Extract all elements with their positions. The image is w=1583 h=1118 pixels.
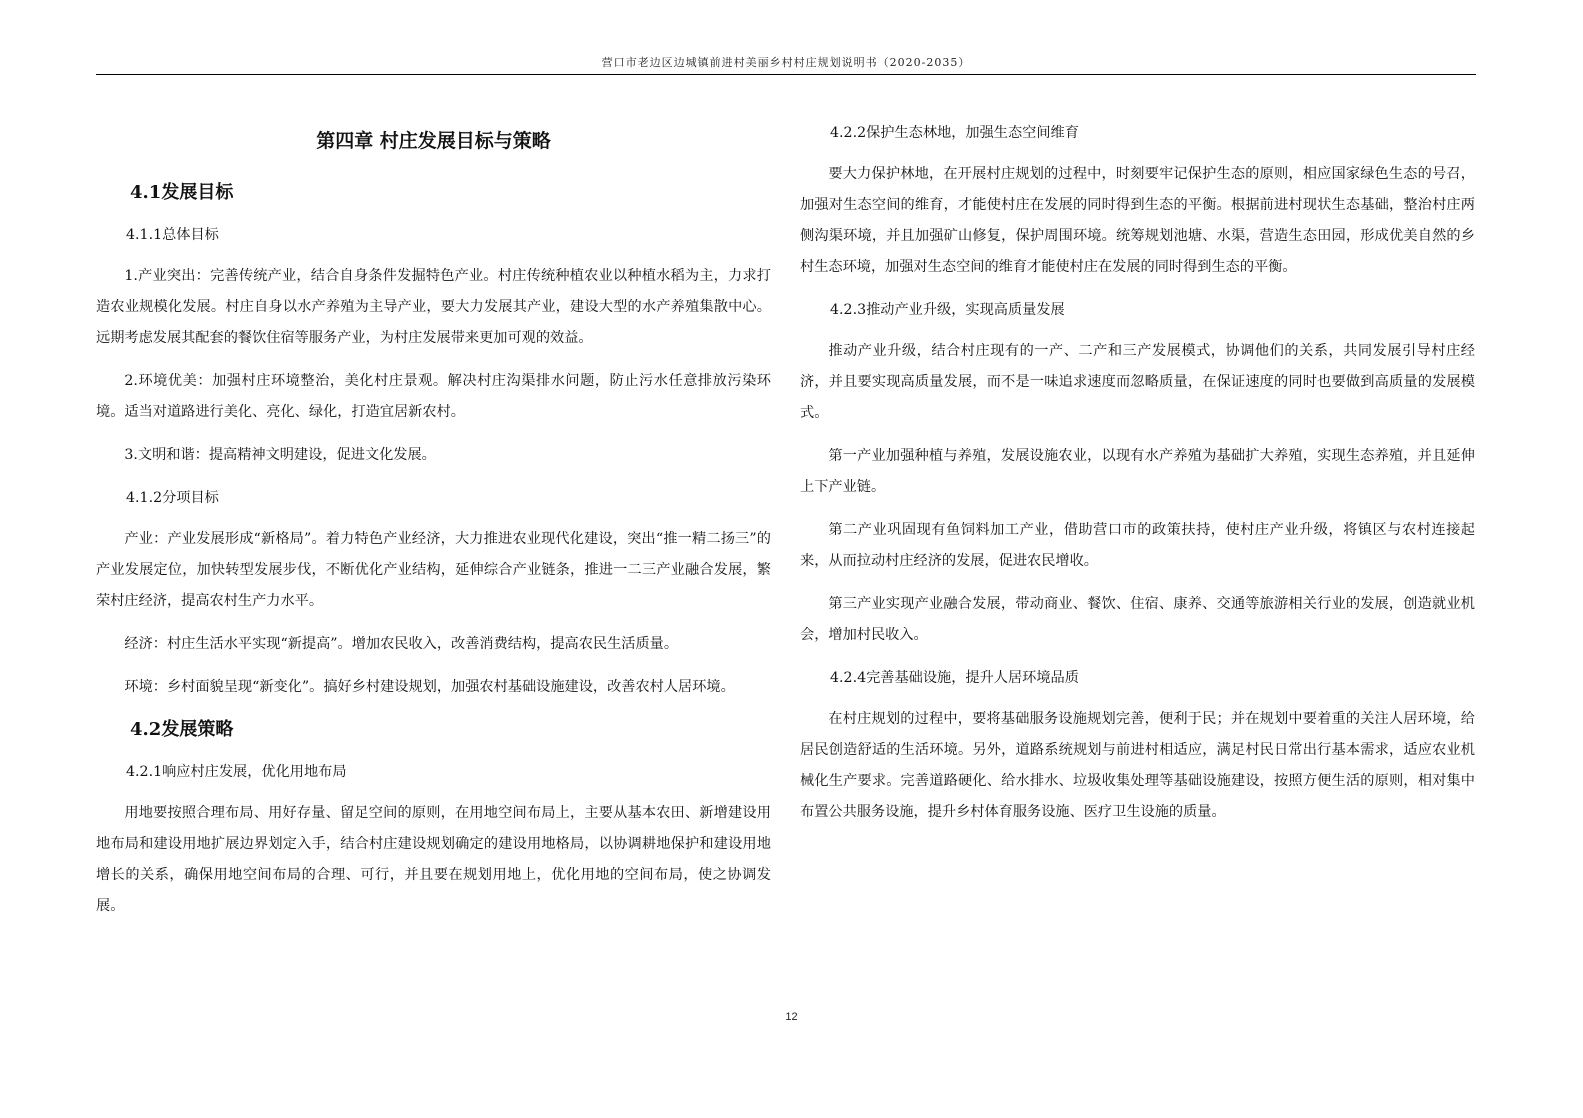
paragraph: 要大力保护林地，在开展村庄规划的过程中，时刻要牢记保护生态的原则，相应国家绿色生态的号召，加强对生态空间的维育，才能使村庄在发展的同时得到生态的平衡。根据前进村现状生态基础，整治村庄两侧沟渠环境，并且加强矿山修复，保护周围环境。统筹规划池塘、水渠，营造生态田园，形成优美自然的乡村生态环境，加强对生态空间的维育才能使村庄在发展的同时得到生态的平衡。: [800, 166, 1475, 275]
paragraph: 第一产业加强种植与养殖，发展设施农业，以现有水产养殖为基础扩大养殖，实现生态养殖，并且延伸上下产业链。: [800, 448, 1475, 495]
paragraph: 环境：乡村面貌呈现“新变化”。搞好乡村建设规划，加强农村基础设施建设，改善农村人居环境。: [124, 679, 735, 695]
paragraph: 2.环境优美：加强村庄环境整治，美化村庄景观。解决村庄沟渠排水问题，防止污水任意排放污染环境。适当对道路进行美化、亮化、绿化，打造宜居新农村。: [96, 373, 771, 420]
paragraph: 在村庄规划的过程中，要将基础服务设施规划完善，便利于民；并在规划中要着重的关注人居环境，给居民创造舒适的生活环境。另外，道路系统规划与前进村相适应，满足村民日常出行基本需求，适应农业机械化生产要求。完善道路硬化、给水排水、垃圾收集处理等基础设施建设，按照方便生活的原则，相对集中布置公共服务设施，提升乡村体育服务设施、医疗卫生设施的质量。: [800, 711, 1475, 820]
paragraph: 用地要按照合理布局、用好存量、留足空间的原则，在用地空间布局上，主要从基本农田、新增建设用地布局和建设用地扩展边界划定入手，结合村庄建设规划确定的建设用地格局，以协调耕地保护和建设用地增长的关系，确保用地空间布局的合理、可行，并且要在规划用地上，优化用地的空间布局，使之协调发展。: [96, 805, 771, 914]
header-divider: [96, 74, 1476, 75]
paragraph: 经济：村庄生活水平实现“新提高”。增加农民收入，改善消费结构，提高农民生活质量。: [124, 636, 679, 652]
subsection-heading-4-2-4: 4.2.4完善基础设施，提升人居环境品质: [830, 670, 1079, 686]
subsection-heading-4-2-1: 4.2.1响应村庄发展，优化用地布局: [126, 764, 347, 780]
paragraph: 产业：产业发展形成“新格局”。着力特色产业经济，大力推进农业现代化建设，突出“推一精二扬三”的产业发展定位，加快转型发展步伐，不断优化产业结构，延伸综合产业链条，推进一二三产业融合发展，繁荣村庄经济，提高农村生产力水平。: [96, 531, 771, 609]
paragraph: 第三产业实现产业融合发展，带动商业、餐饮、住宿、康养、交通等旅游相关行业的发展，创造就业机会，增加村民收入。: [800, 596, 1475, 643]
paragraph: 1.产业突出：完善传统产业，结合自身条件发掘特色产业。村庄传统种植农业以种植水稻为主，力求打造农业规模化发展。村庄自身以水产养殖为主导产业，要大力发展其产业，建设大型的水产养殖集散中心。远期考虑发展其配套的餐饮住宿等服务产业，为村庄发展带来更加可观的效益。: [96, 268, 771, 346]
left-column: [96, 118, 771, 934]
subsection-heading-4-2-3: 4.2.3推动产业升级，实现高质量发展: [830, 302, 1065, 318]
subsection-heading-4-1-2: 4.1.2分项目标: [126, 490, 219, 506]
paragraph: 推动产业升级，结合村庄现有的一产、二产和三产发展模式，协调他们的关系，共同发展引导村庄经济，并且要实现高质量发展，而不是一味追求速度而忽略质量，在保证速度的同时也要做到高质量的发展模式。: [800, 343, 1475, 421]
section-heading-4-2: 4.2发展策略: [130, 719, 234, 740]
subsection-heading-4-1-1: 4.1.1总体目标: [126, 227, 219, 243]
paragraph: 3.文明和谐：提高精神文明建设，促进文化发展。: [124, 447, 436, 463]
right-column: [800, 118, 1475, 840]
running-header: 营口市老边区边城镇前进村美丽乡村村庄规划说明书（2020-2035）: [601, 56, 971, 69]
subsection-heading-4-2-2: 4.2.2保护生态林地，加强生态空间维育: [830, 125, 1079, 141]
paragraph: 第二产业巩固现有鱼饲料加工产业，借助营口市的政策扶持，使村庄产业升级，将镇区与农村连接起来，从而拉动村庄经济的发展，促进农民增收。: [800, 522, 1475, 569]
section-heading-4-1: 4.1发展目标: [130, 182, 234, 203]
chapter-title: 第四章 村庄发展目标与策略: [316, 130, 551, 152]
page-number: 12: [785, 1011, 798, 1023]
